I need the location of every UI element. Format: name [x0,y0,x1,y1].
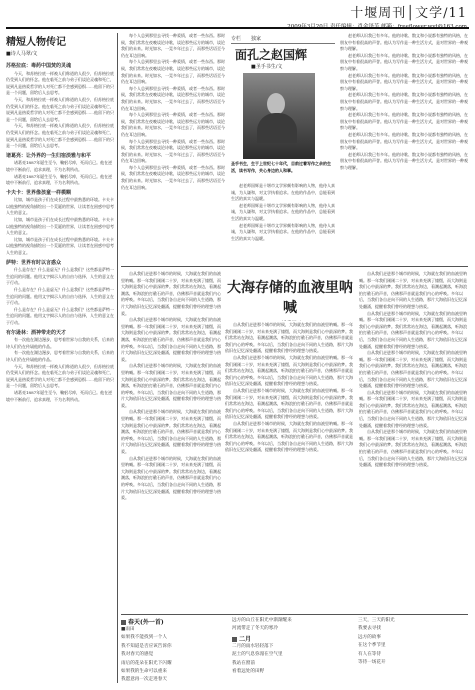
paragraph: 自从我们走进那个城市的时候，大海就在我们的血液里呐喊。那一年我们刚刚二十岁，对未来充满了憧憬，而大海则是我们心中最深的梦。我们常常站在海边，看潮起潮落，听海浪拍打礁石的声音，仿佛那声音就是我们内心的呼唤。多年以后，当我们各自走向不同的人生道路，那片大海依旧在记忆深处翻涌，提醒着我们曾经的理想与热爱。 [121,363,221,408]
poem-line: 如果我的生命可以重来 [121,669,167,675]
poem-author: ■雨田 [121,627,135,632]
poem-line: 三天，三天的阳光 [358,618,395,623]
section-head: 有尔逊林：酒神带走的天才 [6,329,67,336]
poem-line: 二月的雨水轻轻落下 [232,643,274,649]
section-body: 诸葛亮1887年诞生至今，鞠躬尽瘁，死而后已。他在逆境中不断前行，追求真理，不为名利所动。 [6,160,113,172]
section-body: 有一次他在湖边漫步，思考着世界与自我的关系，后来的诗人们仍在传诵他的作品。 [6,337,114,349]
paragraph: 赵老师认识我已有多年。他的诗歌、散文和小说都有独特的风格，在朋友中有着很高的声誉。他认为写作是一种生活方式，是对世界的一种观察与理解。 [340,92,468,111]
poem-line: 远方的山丘在阳光中渐渐醒来 [232,618,292,623]
paragraph: 自从我们走进那个城市的时候，大海就在我们的血液里呐喊。那一年我们刚刚二十岁，对未来充满了憧憬，而大海则是我们心中最深的梦。我们常常站在海边，看潮起潮落，听海浪拍打礁石的声音，仿佛那声音就是我们内心的呼唤。多年以后，当我们各自走向不同的人生道路，那片大海依旧在记忆深处翻涌，提醒着我们曾经的理想与热爱。 [121,455,221,501]
feature-author: ■圣手书生/文 [251,64,283,70]
section-body: 今天，和苏格拉底一样被人们称道的人很少，但苏格拉底仍受到人们的怀念。他在临死之前与弟子们谈论灵魂和死亡，说到凡是热爱哲学的人对死亡都不会感到恐惧……他留下的只是一个问题，留给后人去思考。 [6,123,114,149]
poem-title [232,634,350,643]
feature-rule [231,43,335,44]
photo-caption: 圣手书生，生于上世纪七十年代，目前过着写作之余的生活，读书写作，关心身边的人和事。 [231,161,331,173]
paragraph: 自从我们走进那个城市的时候，大海就在我们的血液里呐喊。那一年我们刚刚二十岁，对未来充满了憧憬，而大海则是我们心中最深的梦。我们常常站在海边，看潮起潮落，听海浪拍打礁石的声音，仿佛那声音就是我们内心的呼唤。多年以后，当我们各自走向不同的人生道路，那片大海依旧在记忆深处翻涌，提醒着我们曾经的理想与热爱。 [359,350,467,389]
left-author: ■诗人马翠/文 [6,51,38,57]
paragraph: 自从我们走进那个城市的时候，大海就在我们的血液里呐喊。那一年我们刚刚二十岁，对未来充满了憧憬，而大海则是我们心中最深的梦。我们常常站在海边，看潮起潮落，听海浪拍打礁石的声音，仿佛那声音就是我们内心的呼唤。多年以后，当我们各自走向不同的人生道路，那片大海依旧在记忆深处翻涌，提醒着我们曾经的理想与热爱。 [121,409,221,455]
poem-line: 有人在等待 [358,651,381,657]
poem-line: 我不知道是否应该告诉你 [121,643,172,649]
paragraph: 自从我们走进那个城市的时候，大海就在我们的血液里呐喊。那一年我们刚刚二十岁，对未来充满了憧憬，而大海则是我们心中最深的梦。我们常常站在海边，看潮起潮落，听海浪拍打礁石的声音，仿佛那声音就是我们内心的呼唤。多年以后，当我们各自走向不同的人生道路，那片大海依旧在记忆深处翻涌，提醒着我们曾经的理想与热爱。 [359,271,467,309]
article-author [225,320,355,321]
poem-line: 我站在窗前 [232,660,255,666]
poem-title-text: 春天(外一首) [128,619,164,626]
poem-line: 我对春天的感觉 [121,652,154,658]
section-body: 有一次他在湖边漫步，思考着世界与自我的关系，后来的诗人们仍在传诵他的作品。 [6,350,114,362]
paragraph: 赵老师认识我已有多年。他的诗歌、散文和小说都有独特的风格，在朋友中有着很高的声誉。他认为写作是一种生活方式，是对世界的一种观察与理解。 [340,151,468,170]
poem-line: 看着远处的田野 [232,669,265,675]
paragraph: 自从我们走进那个城市的时候，大海就在我们的血液里呐喊。那一年我们刚刚二十岁，对未来充满了憧憬，而大海则是我们心中最深的梦。我们常常站在海边，看潮起潮落，听海浪拍打礁石的声音，仿佛那声音就是我们内心的呼唤。多年以后，当我们各自走向不同的人生道路，那片大海依旧在记忆深处翻涌，提醒着我们曾经的理想与热爱。 [225,354,353,387]
paragraph: 赵老师国辉是十堰市文学界颇有影响的人物，他待人真诚，为人谦和，对文学执着追求。在他的作品中，总能看到生活的真实与温暖。 [231,202,335,221]
tag-column: 专栏 [231,36,242,42]
right-top-text [340,33,468,263]
photo-face [267,93,285,115]
paragraph: 自从我们走进那个城市的时候，大海就在我们的血液里呐喊。那一年我们刚刚二十岁，对未来充满了憧憬，而大海则是我们心中最深的梦。我们常常站在海边，看潮起潮落，听海浪拍打礁石的声音，仿佛那声音就是我们内心的呼唤。多年以后，当我们各自走向不同的人生道路，那片大海依旧在记忆深处翻涌，提醒着我们曾经的理想与热爱。 [121,271,221,316]
feature-title: 面孔之赵国辉 [235,48,308,62]
article-heading [225,271,355,321]
paragraph: 自从我们走进那个城市的时候，大海就在我们的血液里呐喊。那一年我们刚刚二十岁，对未来充满了憧憬，而大海则是我们心中最深的梦。我们常常站在海边，看潮起潮落，听海浪拍打礁石的声音，仿佛那声音就是我们内心的呼唤。多年以后，当我们各自走向不同的人生道路，那片大海依旧在记忆深处翻涌，提醒着我们曾经的理想与热爱。 [359,389,467,428]
section-body: 诸葛亮1887年诞生至今，鞠躬尽瘁，死而后已。他在逆境中不断前行，追求真理，不为名利所动。 [6,173,113,186]
poem-line: 在这个季节里 [358,643,386,649]
section-body: 比如，城市是孩子们在成长过程中最熟悉的环境。卡夫卡以他独特的视角描绘出一个荒诞的世界，让读者在困惑中思考人生的意义。 [6,236,114,256]
paragraph: 赵老师认识我已有多年。他的诗歌、散文和小说都有独特的风格，在朋友中有着很高的声誉。他认为写作是一种生活方式，是对世界的一种观察与理解。 [340,72,468,91]
author-photo [243,73,315,159]
paragraph: 自从我们走进那个城市的时候，大海就在我们的血液里呐喊。那一年我们刚刚二十岁，对未来充满了憧憬，而大海则是我们心中最深的梦。我们常常站在海边，看潮起潮落，听海浪拍打礁石的声音，仿佛那声音就是我们内心的呼唤。多年以后，当我们各自走向不同的人生道路，那片大海依旧在记忆深处翻涌，提醒着我们曾经的理想与热爱。 [121,317,221,362]
poem-2 [232,617,350,687]
paragraph: 每个人总到那里去寻找一种爱情，或者一些东西。那时候，我们常常在夜晚谈论诗歌，谈论那些远方的城市，谈论我们的未来。时光如水，一晃多年过去了，而那些话语至今仍在耳边回响。 [121,59,225,85]
bullet-bar [121,620,126,625]
section-divider [121,614,468,615]
article-col-1 [121,271,221,611]
left-title: 精短人物传记 [6,37,66,48]
poem-line: 泥土的气息弥漫在空气里 [232,652,283,658]
left-column [6,33,114,683]
section-body: 什么是存在？什么是虚无？什么是我们？这些都是萨特一生追问的问题。他用文字揭示人的自由与选择，人生的意义在于行动。 [6,287,114,306]
section-body: 比如，城市是孩子们在成长过程中最熟悉的环境。卡夫卡以他独特的视角描绘出一个荒诞的世界，让读者在困惑中思考人生的意义。 [6,217,114,236]
poem-line: 远方的故事 [358,634,381,640]
feature-box [229,33,337,263]
section-body: 今天，和苏格拉底一样被人们称道的人很少，但苏格拉底仍受到人们的怀念。他在临死之前与弟子们谈论灵魂和死亡，说到凡是热爱哲学的人对死亡都不会感到恐惧……他留下的只是一个问题，留给后人去思考。 [6,70,114,96]
paragraph: 赵老师认识我已有多年。他的诗歌、散文和小说都有独特的风格，在朋友中有着很高的声誉。他认为写作是一种生活方式，是对世界的一种观察与理解。 [340,33,468,52]
section-body: 今天，和苏格拉底一样被人们称道的人很少，但苏格拉底仍受到人们的怀念。他在临死之前与弟子们谈论灵魂和死亡，说到凡是热爱哲学的人对死亡都不会感到恐惧……他留下的只是一个问题，留给后人去思考。 [6,96,114,122]
paragraph: 自从我们走进那个城市的时候，大海就在我们的血液里呐喊。那一年我们刚刚二十岁，对未来充满了憧憬，而大海则是我们心中最深的梦。我们常常站在海边，看潮起潮落，听海浪拍打礁石的声音，仿佛那声音就是我们内心的呼唤。多年以后，当我们各自走向不同的人生道路，那片大海依旧在记忆深处翻涌，提醒着我们曾经的理想与热爱。 [359,429,467,468]
section-body: 诸葛亮1887年诞生至今，鞠躬尽瘁，死而后已。他在逆境中不断前行，追求真理，不为名利所动。 [6,389,113,402]
section-body: 什么是存在？什么是虚无？什么是我们？这些都是萨特一生追问的问题。他用文字揭示人的自由与选择，人生的意义在于行动。 [6,267,114,286]
left-body [6,60,114,403]
paragraph: 每个人总到那里去寻找一种爱情，或者一些东西。那时候，我们常常在夜晚谈论诗歌，谈论那些远方的城市，谈论我们的未来。时光如水，一晃多年过去了，而那些话语至今仍在耳边回响。 [121,85,225,111]
paragraph: 赵老师认识我已有多年。他的诗歌、散文和小说都有独特的风格，在朋友中有着很高的声誉。他认为写作是一种生活方式，是对世界的一种观察与理解。 [340,131,468,151]
paragraph: 赵老师国辉是十堰市文学界颇有影响的人物，他待人真诚，为人谦和，对文学执着追求。在他的作品中，总能看到生活的真实与温暖。 [231,222,335,241]
poem-line: 我愿意再一次走进春天 [121,677,167,683]
masthead [287,2,467,30]
section-body: 比如，城市是孩子们在成长过程中最熟悉的环境。卡夫卡以他独特的视角描绘出一个荒诞的世界，让读者在困惑中思考人生的意义。 [6,197,114,216]
section-head: 卡夫卡：世界像孩童一样模糊 [6,189,72,196]
poem-1 [121,617,227,687]
section-body: 今天，和苏格拉底一样被人们称道的人很少，但苏格拉底仍受到人们的怀念。他在临死之前与弟子们谈论灵魂和死亡，说到凡是热爱哲学的人对死亡都不会感到恐惧……他留下的只是一个问题，留给后人去思考。 [6,363,114,389]
section-head: 苏格拉底：毒药中国焚的灵魂 [6,63,72,69]
paragraph: 赵老师认识我已有多年。他的诗歌、散文和小说都有独特的风格，在朋友中有着很高的声誉。他认为写作是一种生活方式，是对世界的一种观察与理解。 [340,52,468,71]
poem-title-text: 二月 [239,635,252,643]
paragraph: 自从我们走进那个城市的时候，大海就在我们的血液里呐喊。那一年我们刚刚二十岁，对未来充满了憧憬，而大海则是我们心中最深的梦。我们常常站在海边，看潮起潮落，听海浪拍打礁石的声音，仿佛那声音就是我们内心的呼唤。多年以后，当我们各自走向不同的人生道路，那片大海依旧在记忆深处翻涌，提醒着我们曾经的理想与热爱。 [225,420,353,453]
poem-line: 我要去寻找 [358,626,381,632]
middle-top-text [121,33,227,263]
poem-title [121,617,227,626]
poem-3 [358,617,468,687]
masthead-rule [6,27,469,29]
paragraph: 自从我们走进那个城市的时候，大海就在我们的血液里呐喊。那一年我们刚刚二十岁，对未来充满了憧憬，而大海则是我们心中最深的梦。我们常常站在海边，看潮起潮落，听海浪拍打礁石的声音，仿佛那声音就是我们内心的呼唤。多年以后，当我们各自走向不同的人生道路，那片大海依旧在记忆深处翻涌，提醒着我们曾经的理想与热爱。 [225,387,353,420]
paragraph: 赵老师国辉是十堰市文学界颇有影响的人物，他待人真诚，为人谦和，对文学执着追求。在他的作品中，总能看到生活的真实与温暖。 [231,183,335,202]
article-title: 大海存储的血液里呐喊 [227,280,353,316]
paragraph: 自从我们走进那个城市的时候，大海就在我们的血液里呐喊。那一年我们刚刚二十岁，对未来充满了憧憬，而大海则是我们心中最深的梦。我们常常站在海边，看潮起潮落，听海浪拍打礁石的声音，仿佛那声音就是我们内心的呼唤。多年以后，当我们各自走向不同的人生道路，那片大海依旧在记忆深处翻涌，提醒着我们曾经的理想与热爱。 [225,322,353,354]
article-col-2 [225,322,355,611]
section-body: 什么是存在？什么是虚无？什么是我们？这些都是萨特一生追问的问题。他用文字揭示人的自由与选择，人生的意义在于行动。 [6,306,114,325]
masthead-title: 十堰周刊│文学/11 [350,6,467,21]
section-head: 萨特：世界有时以言惑众 [6,259,62,266]
column-divider [117,33,118,683]
poem-line: 如果我不能找到一个人 [121,635,167,641]
paragraph: 每个人总到那里去寻找一种爱情，或者一些东西。那时候，我们常常在夜晚谈论诗歌，谈论那些远方的城市，谈论我们的未来。时光如水，一晃多年过去了，而那些话语至今仍在耳边回响。 [121,138,225,164]
section-head: 诸葛亮：让外界的一生归宿淡雅与和平 [6,152,92,159]
feature-body [231,183,335,261]
paragraph: 每个人总到那里去寻找一种爱情，或者一些东西。那时候，我们常常在夜晚谈论诗歌，谈论那些远方的城市，谈论我们的未来。时光如水，一晃多年过去了，而那些话语至今仍在耳边回响。 [121,112,225,137]
tag-exclusive: 独家 [251,36,262,42]
poem-line: 雨后的花朵在阳光下闪耀 [121,660,172,666]
paragraph: 每个人总到那里去寻找一种爱情，或者一些东西。那时候，我们常常在夜晚谈论诗歌，谈论那些远方的城市，谈论我们的未来。时光如水，一晃多年过去了，而那些话语至今仍在耳边回响。 [121,33,225,58]
photo-body [257,113,297,143]
bullet-bar [232,637,237,642]
paragraph: 赵老师认识我已有多年。他的诗歌、散文和小说都有独特的风格，在朋友中有着很高的声誉。他认为写作是一种生活方式，是对世界的一种观察与理解。 [340,112,468,131]
section-divider [121,266,468,267]
paragraph: 每个人总到那里去寻找一种爱情，或者一些东西。那时候，我们常常在夜晚谈论诗歌，谈论那些远方的城市，谈论我们的未来。时光如水，一晃多年过去了，而那些话语至今仍在耳边回响。 [121,164,225,190]
article-col-3 [359,271,468,611]
poem-line: 河流带走了冬天的寒冷 [232,626,278,632]
poem-line: 等待一场花开 [358,660,386,666]
paragraph: 自从我们走进那个城市的时候，大海就在我们的血液里呐喊。那一年我们刚刚二十岁，对未来充满了憧憬，而大海则是我们心中最深的梦。我们常常站在海边，看潮起潮落，听海浪拍打礁石的声音，仿佛那声音就是我们内心的呼唤。多年以后，当我们各自走向不同的人生道路，那片大海依旧在记忆深处翻涌，提醒着我们曾经的理想与热爱。 [359,310,467,349]
